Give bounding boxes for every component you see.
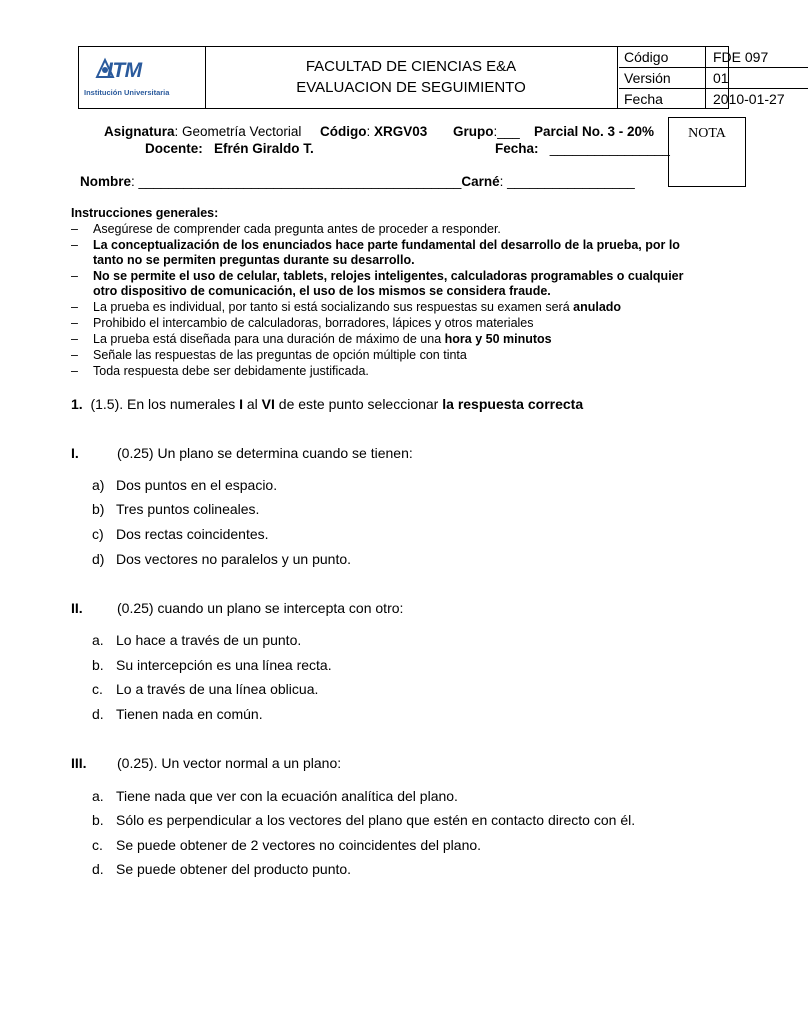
dash: – [71,316,78,330]
option-letter: a. [92,632,104,648]
name-line[interactable]: Nombre: ___________________________________________Carné: _________________ [80,174,635,189]
option-text: Se puede obtener de 2 vectores no coincidentes del plano. [116,837,482,853]
option-text: Sólo es perpendicular a los vectores del plano que estén en contacto directo con él. [116,812,636,828]
point-text: la respuesta correcta [442,396,584,412]
option-letter: c. [92,681,103,697]
carne-blank[interactable]: _________________ [507,174,635,189]
dash: – [71,300,78,314]
date-line[interactable] [495,141,670,156]
dash: – [71,238,78,252]
question-numeral: I. [71,445,79,461]
group-label: Grupo [453,124,494,139]
point-text: al [242,396,262,412]
question-text: (0.25). Un vector normal a un plano: [117,755,342,771]
option-letter: b) [92,501,105,517]
teacher-value: Efrén Giraldo T. [214,141,314,156]
point-text: de este punto seleccionar [274,396,443,412]
dash: – [71,269,78,283]
instruction-text: La prueba es individual, por tanto si está socializando sus respuestas su examen será [93,300,574,314]
meta-row-version [619,68,728,88]
option-text: Tienen nada en común. [116,706,263,722]
meta-key: Código [619,47,706,67]
option-letter: d) [92,551,105,567]
name-blank[interactable]: ___________________________________________ [138,174,462,189]
question-text: (0.25) cuando un plano se intercepta con otro: [117,600,404,616]
point-number: 1. [71,396,83,412]
instructions-title: Instrucciones generales: [71,206,219,220]
instruction-text: No se permite el uso de celular, tablets, relojes inteligentes, calculadoras programables o cualquier otro dispositivo de comunicación, el uso de los mismos se considera fraude. [93,269,684,298]
dash: – [71,332,78,346]
option-letter: c. [92,837,103,853]
instruction-text: Asegúrese de comprender cada pregunta antes de proceder a responder. [93,222,501,236]
option-text: Dos rectas coincidentes. [116,526,269,542]
evaluation-title: EVALUACION DE SEGUIMIENTO [296,79,526,96]
meta-value: FDE 097 [713,49,769,65]
meta-value: 2010-01-27 [713,91,785,107]
grade-label: NOTA [688,126,726,141]
date-blank[interactable]: ________________ [549,141,670,156]
instruction-text: La prueba está diseñada para una duración de máximo de una [93,332,445,346]
faculty-title: FACULTAD DE CIENCIAS E&A [305,58,517,75]
subject-line: Asignatura: Geometría Vectorial [104,124,302,139]
logo-subtitle: Institución Universitaria [84,88,170,97]
option-letter: a) [92,477,105,493]
option-letter: d. [92,706,104,722]
option-text: Lo a través de una línea oblicua. [116,681,319,697]
instruction-text: Prohibido el intercambio de calculadoras, borradores, lápices y otros materiales [93,316,534,330]
dash: – [71,348,78,362]
question-numeral: III. [71,755,87,771]
point-text: (1.5). En los numerales [90,396,240,412]
partial-label: Parcial No. 3 - 20% [534,124,655,139]
title-cell [205,47,618,108]
option-text: Dos puntos en el espacio. [116,477,278,493]
teacher-label: Docente: [145,141,203,156]
group-blank[interactable]: ___ [497,124,520,139]
logo-text: ITM [107,59,142,82]
option-text: Se puede obtener del producto punto. [116,861,352,877]
subject-label: Asignatura [104,124,175,139]
meta-value: 01 [713,70,729,86]
logo-cell [79,47,206,108]
question-numeral: II. [71,600,83,616]
carne-label: Carné [461,174,500,189]
option-letter: a. [92,788,104,804]
code-label: Código [320,124,367,139]
subject-value: Geometría Vectorial [182,124,302,139]
teacher-line [145,141,314,156]
option-letter: b. [92,657,104,673]
instruction-emphasis: hora y 50 minutos [444,332,552,346]
point-text: I [239,396,243,412]
dash: – [71,364,78,378]
date-label: Fecha: [495,141,539,156]
instruction-emphasis: anulado [573,300,622,314]
option-text: Lo hace a través de un punto. [116,632,302,648]
code-value: XRGV03 [374,124,428,139]
meta-key: Fecha [619,89,706,109]
name-label: Nombre [80,174,132,189]
header-table [78,46,785,109]
option-letter: d. [92,861,104,877]
option-letter: b. [92,812,104,828]
instruction-text: Señale las respuestas de las preguntas de opción múltiple con tinta [93,348,467,362]
option-text: Dos vectores no paralelos y un punto. [116,551,352,567]
code-line: Código: XRGV03 [320,124,428,139]
option-letter: c) [92,526,104,542]
instruction-text: La conceptualización de los enunciados hace parte fundamental del desarrollo de la prueba, por lo tanto no se permiten preguntas durante su desarrollo. [93,238,680,267]
meta-row-fecha [619,89,785,109]
option-text: Tres puntos colineales. [116,501,260,517]
meta-row-codigo [619,47,769,67]
instruction-text: Toda respuesta debe ser debidamente justificada. [93,364,369,378]
point-1-heading [71,396,583,412]
point-text: VI [261,396,275,412]
option-text: Su intercepción es una línea recta. [116,657,332,673]
question-text: (0.25) Un plano se determina cuando se tienen: [117,445,413,461]
dash: – [71,222,78,236]
grade-box[interactable] [668,117,746,187]
group-line[interactable]: Grupo:___ [453,124,520,139]
option-text: Tiene nada que ver con la ecuación analítica del plano. [116,788,458,804]
meta-key: Versión [619,68,706,88]
